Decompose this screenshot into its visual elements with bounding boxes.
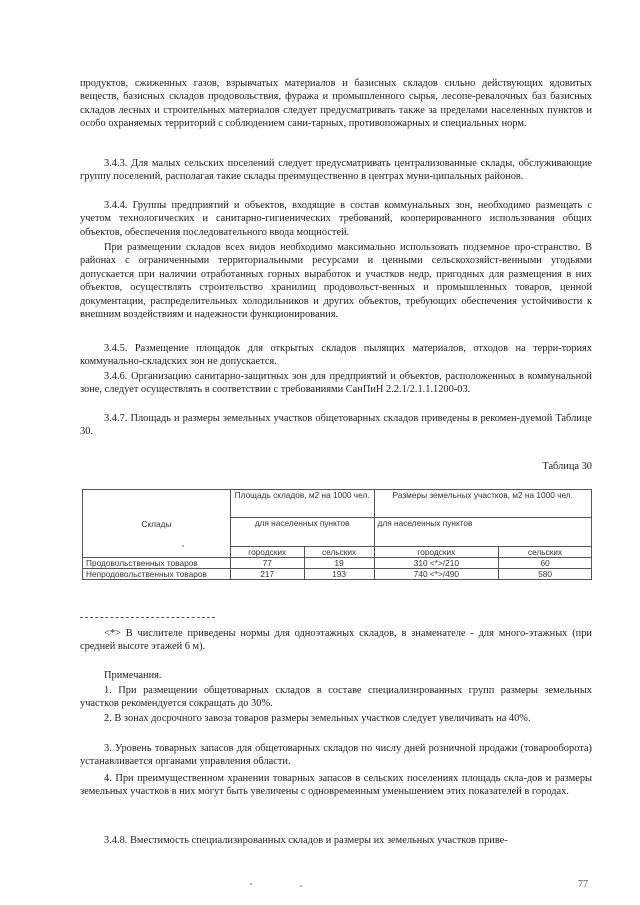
- table-cell-name: Непродовольственных товаров: [83, 569, 231, 580]
- table-col-rural: сельских: [304, 547, 374, 558]
- paragraph-3-4-3: 3.4.3. Для малых сельских поселений следует предусматривать централизованные склады, обслуживающие группу поселений, располагая такие склады преимущественно в центрах муни-ципальных районов.: [80, 158, 592, 183]
- scan-speck: [250, 883, 252, 885]
- table-cell: 77: [230, 558, 304, 569]
- table-cell: 19: [304, 558, 374, 569]
- table-caption: Таблица 30: [542, 461, 592, 472]
- paragraph-3-4-4: 3.4.4. Группы предприятий и объектов, входящие в состав коммунальных зон, необходимо размещать с учетом технологических и санитарно-гигиенических требований, кооперированного использования общих объектов, обеспечения последовательного ввода мощностей.: [80, 200, 592, 238]
- table-col-urban: городских: [230, 547, 304, 558]
- table-row: [83, 558, 592, 569]
- table-cell-name: Продовольственных товаров: [83, 558, 231, 569]
- paragraph-3-4-6: 3.4.6. Организацию санитарно-защитных зон для предприятий и объектов, расположенных в коммунальной зоне, следует осуществлять в соответствии с требованиями СанПиН 2.2.1/2.1.1.1200-03.: [80, 371, 592, 396]
- table-col-rural: сельских: [499, 547, 592, 558]
- table-group-land: Размеры земельных участков, м2 на 1000 чел.: [374, 490, 591, 518]
- paragraph-storage-outside: продуктов, сжиженных газов, взрывчатых материалов и базисных складов сильно действующих ядовитых веществ, базисных складов продовольствия, фуража и промышленного сырья, лесопе-ревалочных баз базисных складов лесных и строительных материалов следует предусматривать также за пределами населенных пунктов и особо охраняемых территорий с соблюдением сани-тарных, противопожарных и специальных норм.: [80, 78, 592, 130]
- table-row-header: Склады: [83, 490, 231, 558]
- table-subheader-area: для населенных пунктов: [230, 518, 374, 547]
- note-1: 1. При размещении общетоварных складов в составе специализированных групп размеры земельных участков рекомендуется сокращать до 30%.: [80, 685, 592, 710]
- scan-speck: [300, 885, 302, 887]
- table-group-area: Площадь складов, м2 на 1000 чел.: [230, 490, 374, 518]
- notes-title: Примечания.: [104, 670, 162, 681]
- table-cell: 580: [499, 569, 592, 580]
- table-cell: 193: [304, 569, 374, 580]
- note-3: 3. Уровень товарных запасов для общетоварных складов по числу дней розничной продажи (товарооборота) устанавливается органами управления области.: [80, 743, 592, 768]
- note-2: 2. В зонах досрочного завоза товаров размеры земельных участков следует увеличивать на 40%.: [104, 713, 531, 724]
- storage-table: [82, 489, 592, 580]
- note-4: 4. При преимущественном хранении товарных запасов в сельских поселениях площадь скла-дов и размеры земельных участков в них могут быть увеличены с одновременным уменьшением этих показателей в городах.: [80, 773, 592, 798]
- paragraph-3-4-7: 3.4.7. Площадь и размеры земельных участков общетоварных складов приведены в рекомен-дуемой Таблице 30.: [80, 413, 592, 438]
- table-cell: 740 <*>/490: [374, 569, 499, 580]
- paragraph-3-4-8: 3.4.8. Вместимость специализированных складов и размеры их земельных участков приве-: [104, 835, 508, 846]
- table-cell: 217: [230, 569, 304, 580]
- footnote: <*> В числителе приведены нормы для одноэтажных складов, в знаменателе - для много-этажных (при средней высоте этажей 6 м).: [80, 628, 592, 653]
- footnote-divider: [80, 617, 215, 618]
- paragraph-underground: При размещении складов всех видов необходимо максимально использовать подземное про-странство. В районах с ограниченными территориальными ресурсами и ценными сельскохозяйст-венными угодьями допускается при наличии отработанных горных выработок и участков недр, пригодных для размещения в них объектов, осуществлять строительство хранилищ продовольст-венных и промышленных товаров, ценной документации, распределительных холодильников и других объектов, требующих обеспечения устойчивости к внешним воздействиям и надежности функционирования.: [80, 242, 592, 321]
- scan-speck: [182, 545, 184, 547]
- paragraph-3-4-5: 3.4.5. Размещение площадок для открытых складов пылящих материалов, отходов на терри-ториях коммунально-складских зон не допускается.: [80, 343, 592, 368]
- table-row: [83, 569, 592, 580]
- table-cell: 310 <*>/210: [374, 558, 499, 569]
- table-subheader-land: для населенных пунктов: [374, 518, 591, 547]
- table-cell: 60: [499, 558, 592, 569]
- table-col-urban: городских: [374, 547, 499, 558]
- page-number: 77: [578, 879, 588, 890]
